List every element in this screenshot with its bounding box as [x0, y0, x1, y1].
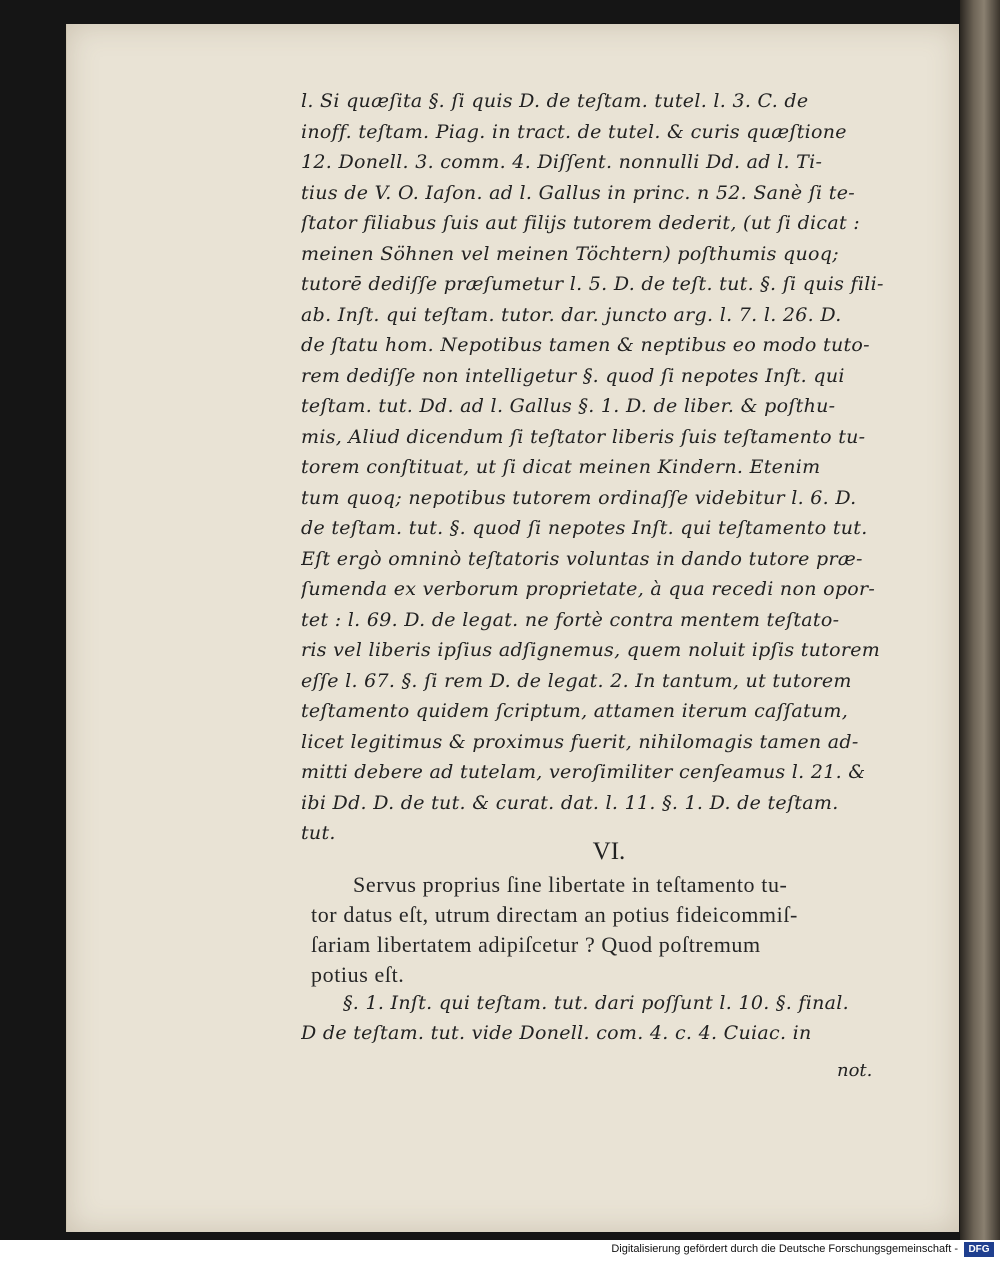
question-line: tor datus eſt, utrum directam an potius fideicommiſ- [311, 902, 798, 927]
body-line: ris vel liberis ipſius adſignemus, quem noluit ipſis tutorem [301, 639, 881, 661]
catchword: not. [837, 1060, 873, 1081]
body-line: meinen Söhnen vel meinen Töchtern) poſthumis quoq; [301, 242, 839, 265]
body-line: ab. Inſt. qui teſtam. tutor. dar. juncto arg. l. 7. l. 26. D. [301, 303, 842, 326]
answer-text [301, 988, 891, 1048]
body-line: inoff. teſtam. Piag. in tract. de tutel. & curis quæſtione [301, 120, 847, 143]
body-line: Eſt ergò omninò teſtatoris voluntas in dando tutore præ- [301, 547, 863, 570]
footer-bar [0, 1240, 1000, 1261]
body-line: teſtamento quidem ſcriptum, attamen iterum caſſatum, [301, 700, 849, 722]
body-line: 12. Donell. 3. comm. 4. Diſſent. nonnulli Dd. ad l. Ti- [301, 151, 823, 173]
question-text [311, 870, 891, 990]
body-line: de ſtatu hom. Nepotibus tamen & neptibus eo modo tuto- [301, 334, 870, 356]
body-line: tius de V. O. Iaſon. ad l. Gallus in princ. n 52. Sanè ſi te- [301, 181, 855, 204]
body-line: teſtam. tut. Dd. ad l. Gallus §. 1. D. de liber. & poſthu- [301, 395, 836, 417]
document-page [66, 24, 959, 1232]
body-line: tut. [301, 822, 336, 844]
question-line: ſariam libertatem adipiſcetur ? Quod poſtremum [311, 932, 761, 957]
dfg-logo-icon[interactable]: DFG [964, 1242, 994, 1257]
answer-line: D de teſtam. tut. vide Donell. com. 4. c. 4. Cuiac. in [301, 1022, 812, 1044]
body-line: l. Si quæſita §. ſi quis D. de teſtam. tutel. l. 3. C. de [301, 90, 809, 112]
question-line: Servus proprius ſine libertate in teſtamento tu- [353, 872, 788, 897]
body-line: tutorē dediſſe præſumetur l. 5. D. de teſt. tut. §. ſi quis fili- [301, 273, 884, 295]
footer-credit: Digitalisierung gefördert durch die Deutsche Forschungsgemeinschaft - [611, 1243, 958, 1255]
body-line: mis, Aliud dicendum ſi teſtator liberis ſuis teſtamento tu- [301, 425, 866, 448]
body-text [301, 86, 891, 849]
body-line: rem dediſſe non intelligetur §. quod ſi nepotes Inſt. qui [301, 364, 845, 387]
body-line: ſumenda ex verborum proprietate, à qua recedi non opor- [301, 578, 876, 600]
body-line: de teſtam. tut. §. quod ſi nepotes Inſt. qui teſtamento tut. [301, 517, 868, 539]
body-line: tum quoq; nepotibus tutorem ordinaſſe videbitur l. 6. D. [301, 486, 857, 509]
body-line: ibi Dd. D. de tut. & curat. dat. l. 11. §. 1. D. de teſtam. [301, 791, 839, 814]
body-line: tet : l. 69. D. de legat. ne fortè contra mentem teſtato- [301, 608, 840, 631]
body-line: eſſe l. 67. §. ſi rem D. de legat. 2. In tantum, ut tutorem [301, 669, 852, 692]
question-line: potius eſt. [311, 962, 405, 987]
body-line: torem conſtituat, ut ſi dicat meinen Kindern. Etenim [301, 456, 821, 478]
body-line: mitti debere ad tutelam, veroſimiliter cenſeamus l. 21. & [301, 761, 866, 783]
body-line: licet legitimus & proximus fuerit, nihilomagis tamen ad- [301, 730, 859, 753]
section-number: VI. [592, 838, 626, 865]
body-line: ſtator filiabus ſuis aut filijs tutorem dederit, (ut ſi dicat : [301, 212, 860, 234]
book-edge [960, 0, 1000, 1240]
answer-line: §. 1. Inſt. qui teſtam. tut. dari poſſunt l. 10. §. final. [343, 992, 849, 1014]
